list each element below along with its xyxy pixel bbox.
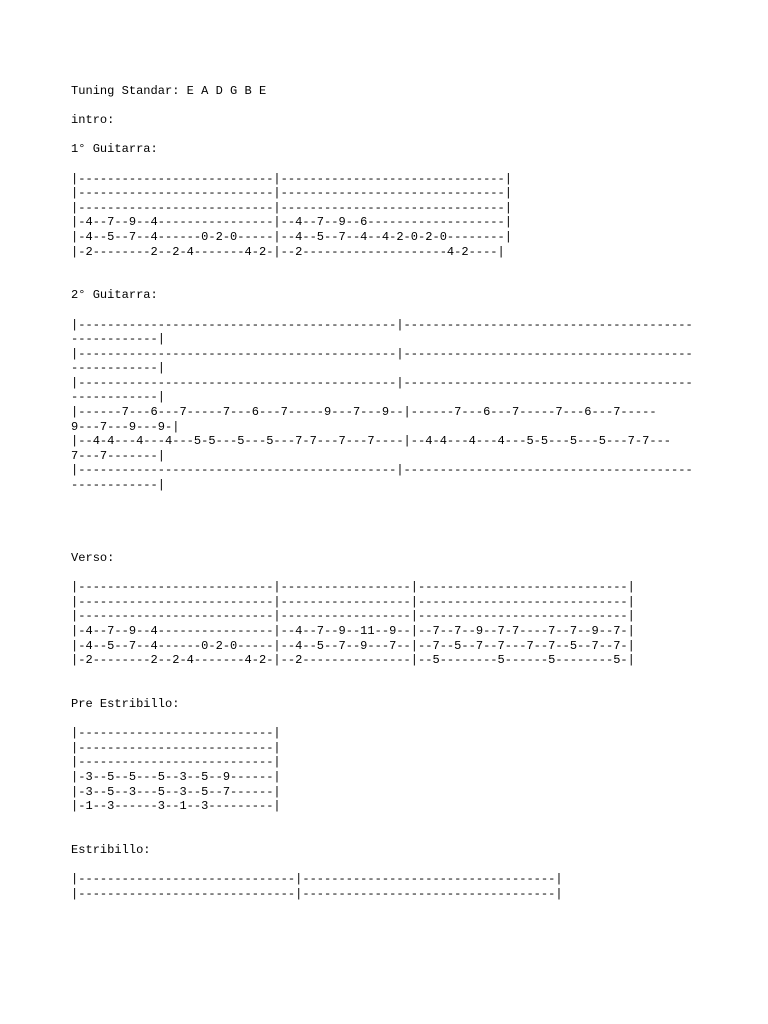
tab-line: |--------------------------------------------|---------------------------------------- — [71, 463, 693, 478]
intro-heading: intro: — [71, 113, 115, 128]
guitar1-heading: 1° Guitarra: — [71, 142, 158, 157]
tab-line: |---------------------------|-------------------------------| — [71, 171, 512, 186]
tab-line: |---------------------------| — [71, 726, 281, 741]
tab-line: |--4-4---4---4---5-5---5---5---7-7---7---7----|--4-4---4---4---5-5---5---5---7-7--- — [71, 434, 672, 449]
verso-tablature — [71, 580, 751, 668]
guitar1-tablature — [71, 172, 751, 260]
tab-line: |---------------------------|-------------------------------| — [71, 186, 512, 201]
tab-line: |------7---6---7-----7---6---7-----9---7---9--|------7---6---7-----7---6---7----- — [71, 405, 657, 420]
tab-line: |-2--------2--2-4-------4-2-|--2--------------------4-2----| — [71, 244, 505, 259]
tab-line: |---------------------------|------------------|-----------------------------| — [71, 580, 635, 595]
tab-line: ------------| — [71, 332, 165, 347]
tab-line: |-4--5--7--4------0-2-0-----|--4--5--7--9---7--|--7--5--7--7---7--7--5--7--7-| — [71, 638, 635, 653]
tab-line: |---------------------------| — [71, 740, 281, 755]
tab-line: |-3--5--5---5--3--5--9------| — [71, 769, 281, 784]
tab-line: |-4--7--9--4----------------|--4--7--9--6-------------------| — [71, 215, 512, 230]
tab-line: |--------------------------------------------|---------------------------------------- — [71, 375, 693, 390]
tab-line: |---------------------------|-------------------------------| — [71, 200, 512, 215]
tab-line: ------------| — [71, 478, 165, 493]
pre-estribillo-heading: Pre Estribillo: — [71, 696, 180, 711]
tuning-line: Tuning Standar: E A D G B E — [71, 84, 267, 98]
tab-line: |-2--------2--2-4-------4-2-|--2---------------|--5--------5------5--------5-| — [71, 653, 635, 668]
tab-line: |--------------------------------------------|---------------------------------------- — [71, 346, 693, 361]
tab-line: |-1--3------3--1--3---------| — [71, 799, 281, 814]
tab-line: ------------| — [71, 361, 165, 376]
guitar2-tablature — [71, 318, 751, 493]
verso-heading: Verso: — [71, 551, 115, 566]
estribillo-tablature — [71, 872, 751, 901]
tab-line: |---------------------------|------------------|-----------------------------| — [71, 594, 635, 609]
tab-line: |--------------------------------------------|---------------------------------------- — [71, 317, 693, 332]
tab-line: |------------------------------|-----------------------------------| — [71, 886, 563, 901]
tab-line: |------------------------------|-----------------------------------| — [71, 872, 563, 887]
tab-line: ------------| — [71, 390, 165, 405]
tab-document — [71, 84, 751, 901]
tab-line: |-4--7--9--4----------------|--4--7--9--11--9--|--7--7--9--7-7----7--7--9--7-| — [71, 623, 635, 638]
tab-line: 7---7-------| — [71, 448, 165, 463]
tab-line: 9---7---9---9-| — [71, 419, 180, 434]
pre-estribillo-tablature — [71, 726, 751, 814]
tab-line: |---------------------------|------------------|-----------------------------| — [71, 609, 635, 624]
tab-line: |-3--5--3---5--3--5--7------| — [71, 784, 281, 799]
estribillo-heading: Estribillo: — [71, 842, 151, 857]
tab-line: |-4--5--7--4------0-2-0-----|--4--5--7--4--4-2-0-2-0--------| — [71, 229, 512, 244]
tab-line: |---------------------------| — [71, 755, 281, 770]
guitar2-heading: 2° Guitarra: — [71, 288, 158, 303]
